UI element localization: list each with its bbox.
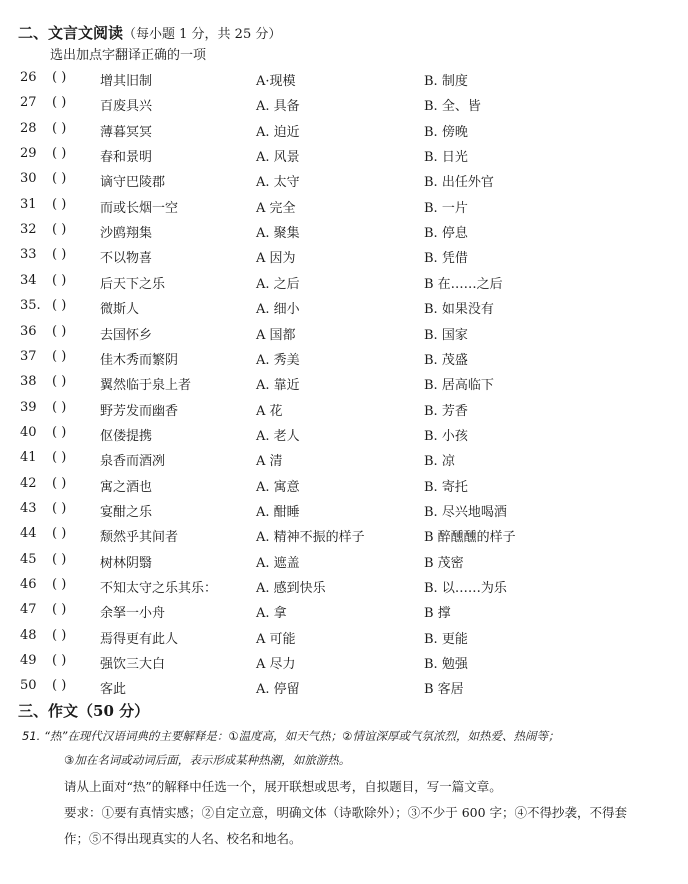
question-row	[0, 222, 688, 246]
question-number: 37	[20, 348, 37, 364]
essay-requirements-line-2: 作；⑤不得出现真实的人名、校名和地名。	[64, 831, 302, 846]
essay-requirements-line-1: 要求：①要有真情实感；②自定立意，明确文体（诗歌除外）；③不少于 600 字；④不得抄袭，不得套	[64, 805, 628, 820]
question-number: 36	[20, 323, 37, 339]
option-b: B. 芳香	[424, 403, 468, 419]
option-b: B. 停息	[424, 226, 468, 242]
question-number: 27	[20, 95, 37, 111]
question-number: 38	[20, 374, 37, 390]
option-b: B. 日光	[424, 150, 468, 166]
option-a: A 可能	[256, 631, 296, 647]
question-phrase: 树林阴翳	[100, 555, 153, 571]
option-b: B. 凭借	[424, 251, 468, 267]
answer-blank[interactable]: ( )	[52, 222, 67, 238]
option-a: A. 靠近	[256, 378, 300, 394]
option-a: A. 之后	[256, 276, 300, 292]
section-2-heading	[18, 22, 281, 43]
question-phrase: 薄暮冥冥	[100, 124, 153, 140]
answer-blank[interactable]: ( )	[52, 120, 67, 136]
answer-blank[interactable]: ( )	[52, 475, 67, 491]
option-b: B. 尽兴地喝酒	[424, 504, 507, 520]
option-b: B 茂密	[424, 555, 464, 571]
question-row	[0, 501, 688, 525]
question-row	[0, 121, 688, 145]
answer-blank[interactable]: ( )	[52, 653, 67, 669]
question-phrase: 增其旧制	[100, 74, 153, 89]
question-row	[0, 349, 688, 373]
question-phrase: 野芳发而幽香	[100, 403, 179, 419]
option-b: B. 出任外官	[424, 175, 494, 191]
option-b: B. 茂盛	[424, 352, 468, 368]
answer-blank[interactable]: ( )	[52, 323, 67, 339]
option-b: B. 以……为乐	[424, 581, 507, 596]
question-number: 35.	[20, 298, 41, 314]
question-row	[0, 247, 688, 271]
question-row	[0, 678, 688, 702]
answer-blank[interactable]: ( )	[52, 95, 67, 111]
answer-blank[interactable]: ( )	[52, 146, 67, 162]
question-row	[0, 70, 688, 94]
question-number: 43	[20, 500, 37, 516]
question-number: 39	[20, 399, 37, 415]
question-row	[0, 526, 688, 550]
answer-blank[interactable]: ( )	[52, 196, 67, 212]
option-b: B 在……之后	[424, 276, 503, 292]
option-b: B 撑	[424, 606, 451, 622]
question-phrase: 伛偻提携	[100, 428, 153, 444]
question-phrase: 去国怀乡	[100, 327, 153, 343]
option-a: A. 感到快乐	[256, 581, 326, 596]
question-number: 49	[20, 653, 37, 669]
question-number: 29	[20, 146, 37, 162]
option-a: A. 聚集	[256, 226, 300, 242]
essay-instruction: 请从上面对“热”的解释中任选一个，展开联想或思考，自拟题目，写一篇文章。	[64, 779, 502, 794]
option-b: B. 更能	[424, 631, 468, 647]
question-phrase: 强饮三大白	[100, 657, 166, 673]
option-b: B. 寄托	[424, 479, 468, 495]
question-number: 45	[20, 551, 37, 567]
question-phrase: 客此	[100, 682, 127, 698]
option-b: B. 居高临下	[424, 378, 494, 394]
question-phrase: 不知太守之乐其乐：	[100, 581, 218, 596]
question-phrase: 后天下之乐	[100, 276, 166, 292]
question-number: 34	[20, 272, 37, 288]
question-number: 48	[20, 627, 37, 643]
option-b: B. 勉强	[424, 657, 468, 673]
option-a: A. 遮盖	[256, 555, 300, 571]
answer-blank[interactable]: ( )	[52, 577, 67, 592]
question-row	[0, 95, 688, 119]
question-row	[0, 552, 688, 576]
question-number: 28	[20, 120, 37, 136]
option-a: A 国都	[256, 327, 296, 343]
option-b: B 醉醺醺的样子	[424, 530, 516, 546]
question-phrase: 不以物喜	[100, 251, 153, 267]
option-b: B. 国家	[424, 327, 468, 343]
question-phrase: 沙鸥翔集	[100, 226, 153, 242]
option-a: A. 停留	[256, 682, 300, 698]
question-row	[0, 425, 688, 449]
option-a: A·现模	[256, 74, 296, 89]
option-a: A. 精神不振的样子	[256, 530, 365, 546]
answer-blank[interactable]: ( )	[52, 627, 67, 643]
question-row	[0, 628, 688, 652]
question-phrase: 宴酣之乐	[100, 504, 153, 520]
option-a: A 尽力	[256, 657, 296, 673]
option-a: A. 寓意	[256, 479, 300, 495]
question-phrase: 谪守巴陵郡	[100, 175, 166, 191]
option-b: B 客居	[424, 682, 464, 698]
answer-blank[interactable]: ( )	[52, 348, 67, 364]
option-a: A 花	[256, 403, 283, 419]
question-phrase: 而或长烟一空	[100, 200, 179, 216]
question-row	[0, 653, 688, 677]
answer-blank[interactable]: ( )	[52, 272, 67, 288]
question-phrase: 颓然乎其间者	[100, 530, 179, 546]
question-phrase: 余拏一小舟	[100, 606, 166, 622]
question-row	[0, 197, 688, 221]
option-b: B. 凉	[424, 454, 455, 470]
question-row	[0, 374, 688, 398]
option-a: A. 细小	[256, 302, 300, 318]
answer-blank[interactable]: ( )	[52, 450, 67, 466]
answer-blank[interactable]: ( )	[52, 374, 67, 390]
answer-blank[interactable]: ( )	[52, 424, 67, 440]
section-2-title: 二、文言文阅读	[18, 24, 124, 42]
option-a: A. 秀美	[256, 352, 300, 368]
question-phrase: 百废具兴	[100, 99, 153, 115]
answer-blank[interactable]: ( )	[52, 551, 67, 567]
question-number: 47	[20, 602, 37, 618]
question-row	[0, 400, 688, 424]
option-b: B. 小孩	[424, 428, 468, 444]
question-phrase: 微斯人	[100, 302, 140, 318]
answer-blank[interactable]: ( )	[52, 171, 67, 187]
answer-blank[interactable]: ( )	[52, 399, 67, 415]
option-b: B. 一片	[424, 200, 468, 216]
option-a: A. 具备	[256, 99, 300, 115]
question-phrase: 寓之酒也	[100, 479, 153, 495]
question-row	[0, 602, 688, 626]
question-phrase: 春和景明	[100, 150, 153, 166]
section-3-title: 三、作文（50 分）	[18, 702, 150, 720]
question-row	[0, 146, 688, 170]
question-row	[0, 577, 688, 601]
question-number: 30	[20, 171, 37, 187]
question-number: 41	[20, 450, 37, 466]
option-b: B. 如果没有	[424, 302, 494, 318]
answer-blank[interactable]: ( )	[52, 500, 67, 516]
answer-blank[interactable]: ( )	[52, 247, 67, 263]
question-number: 42	[20, 475, 37, 491]
question-row	[0, 324, 688, 348]
option-b: B. 全、皆	[424, 99, 481, 115]
question-phrase: 佳木秀而繁阴	[100, 352, 179, 368]
question-row	[0, 273, 688, 297]
question-phrase: 泉香而酒冽	[100, 454, 166, 470]
option-b: B. 傍晚	[424, 124, 468, 140]
question-row	[0, 450, 688, 474]
question-row	[0, 476, 688, 500]
question-number: 40	[20, 424, 37, 440]
option-a: A 因为	[256, 251, 296, 267]
essay-prompt-line-1: 51. “热”在现代汉语词典的主要解释是：①温度高，如天气热；②情谊深厚或气氛浓烈，如热爱、热闹等；	[22, 729, 560, 743]
option-a: A. 迫近	[256, 124, 300, 140]
question-number: 50	[20, 678, 37, 694]
question-number: 31	[20, 196, 37, 212]
option-a: A 清	[256, 454, 283, 470]
option-a: A. 拿	[256, 606, 287, 622]
answer-blank[interactable]: ( )	[52, 298, 67, 314]
question-phrase: 翼然临于泉上者	[100, 378, 192, 394]
question-number: 26	[20, 70, 37, 85]
answer-blank[interactable]: ( )	[52, 526, 67, 542]
question-row	[0, 298, 688, 322]
option-b: B. 制度	[424, 74, 468, 89]
option-a: A. 风景	[256, 150, 300, 166]
option-a: A. 老人	[256, 428, 300, 444]
question-number: 32	[20, 222, 37, 238]
option-a: A. 太守	[256, 175, 300, 191]
option-a: A. 酣睡	[256, 504, 300, 520]
answer-blank[interactable]: ( )	[52, 602, 67, 618]
question-number: 44	[20, 526, 37, 542]
section-2-score-note: （每小题 1 分，共 25 分）	[123, 27, 282, 42]
section-2-instruction: 选出加点字翻译正确的一项	[50, 48, 207, 63]
question-phrase: 焉得更有此人	[100, 631, 179, 647]
question-number: 33	[20, 247, 37, 263]
answer-blank[interactable]: ( )	[52, 70, 67, 85]
question-number: 46	[20, 577, 37, 592]
option-a: A 完全	[256, 200, 296, 216]
question-row	[0, 171, 688, 195]
essay-prompt-line-2: ③加在名词或动词后面，表示形成某种热潮，如旅游热。	[64, 753, 351, 767]
answer-blank[interactable]: ( )	[52, 678, 67, 694]
